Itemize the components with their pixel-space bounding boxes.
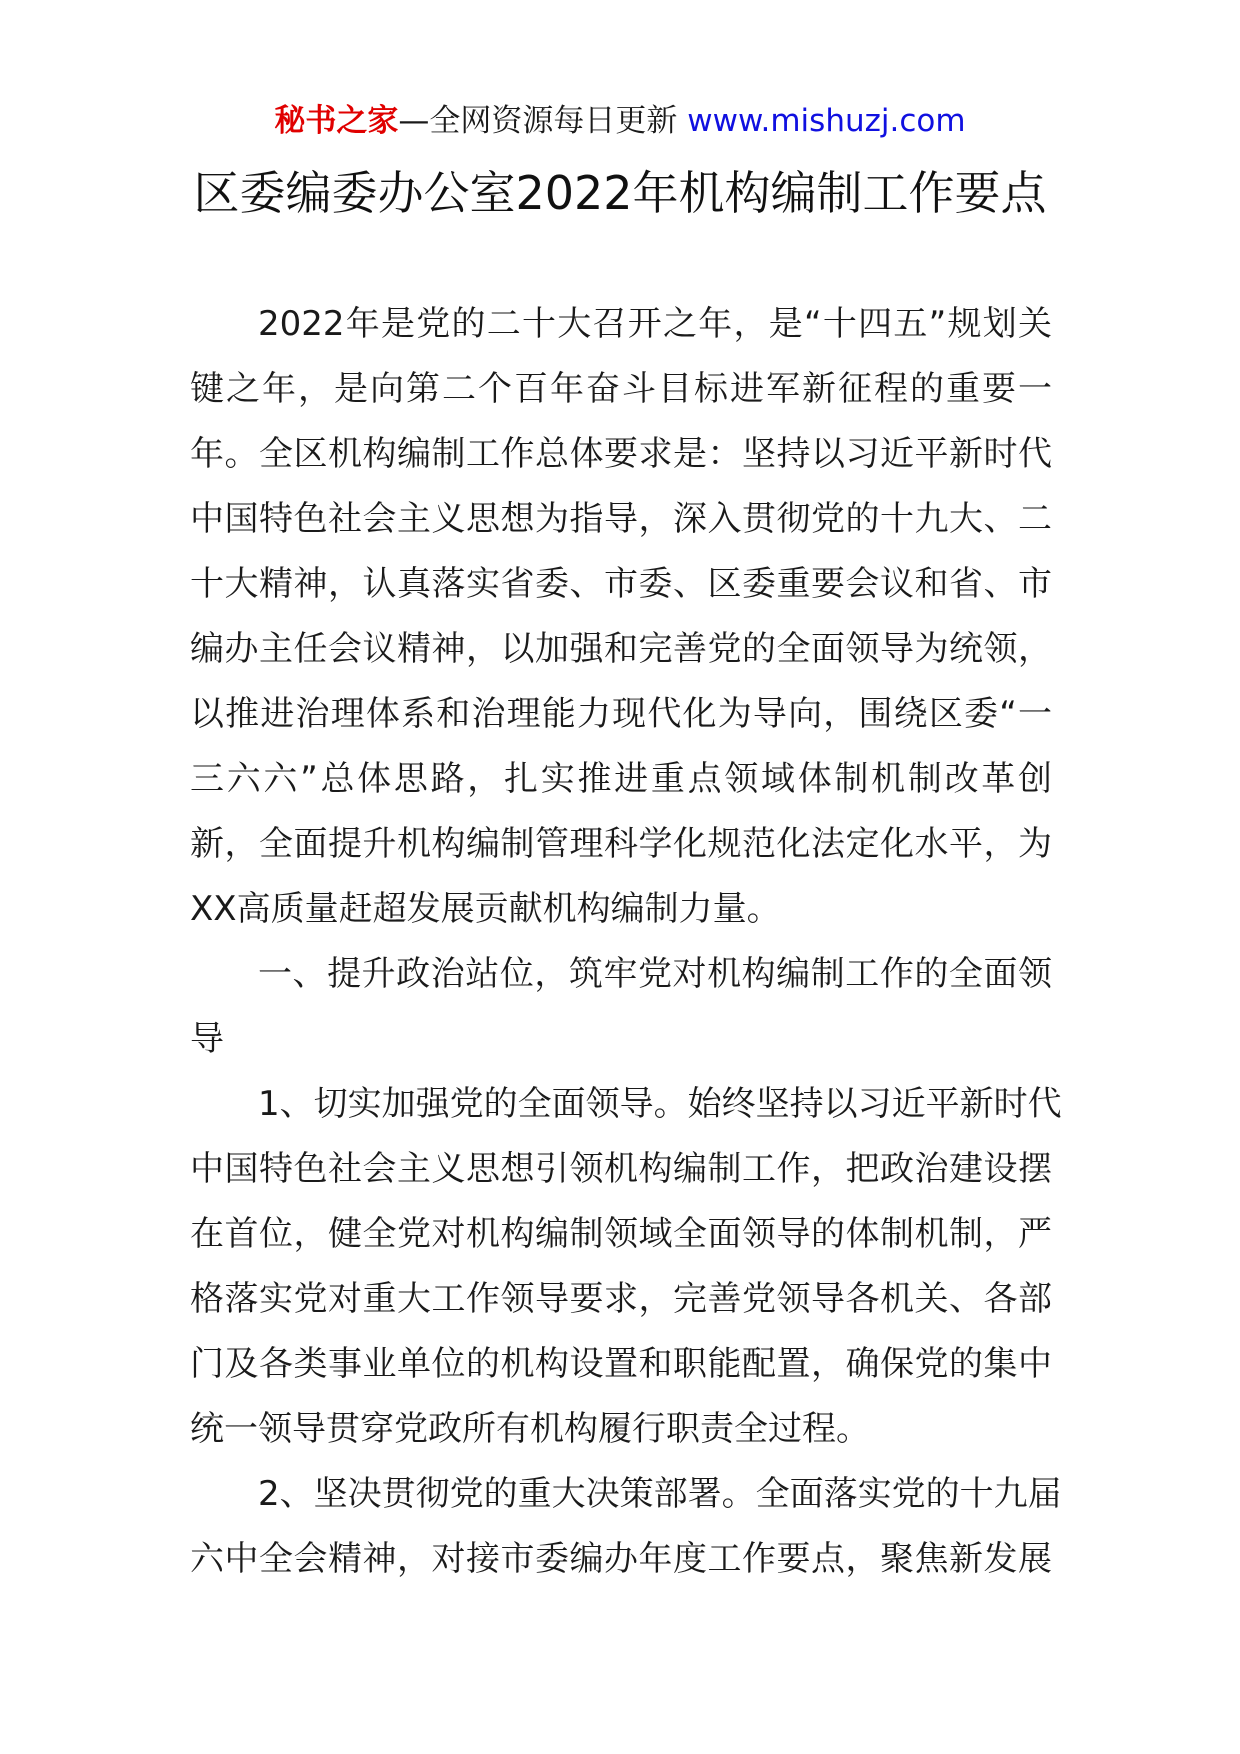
paragraph-line: 中国特色社会主义思想引领机构编制工作，把政治建设摆 bbox=[190, 1149, 1052, 1189]
paragraph-line: XX高质量赶超发展贡献机构编制力量。 bbox=[190, 889, 781, 929]
brand-name: 秘书之家 bbox=[274, 103, 399, 139]
paragraph-line: 2、坚决贯彻党的重大决策部署。全面落实党的十九届 bbox=[258, 1474, 1062, 1514]
header-slogan: —全网资源每日更新 bbox=[398, 103, 688, 139]
document-body bbox=[190, 292, 1062, 1592]
paragraph-line: 新，全面提升机构编制管理科学化规范化法定化水平，为 bbox=[190, 824, 1052, 864]
paragraph-line: 1、切实加强党的全面领导。始终坚持以习近平新时代 bbox=[258, 1084, 1062, 1124]
paragraph-line: 2022年是党的二十大召开之年，是“十四五”规划关 bbox=[258, 304, 1052, 344]
paragraph-line: 在首位，健全党对机构编制领域全面领导的体制机制，严 bbox=[190, 1214, 1052, 1254]
paragraph-line: 格落实党对重大工作领导要求，完善党领导各机关、各部 bbox=[190, 1279, 1052, 1319]
site-header bbox=[0, 98, 1240, 144]
paragraph-line: 三六六”总体思路，扎实推进重点领域体制机制改革创 bbox=[190, 759, 1052, 799]
header-url[interactable]: www.mishuzj.com bbox=[687, 103, 966, 139]
section-heading-line: 一、提升政治站位，筑牢党对机构编制工作的全面领 bbox=[258, 954, 1052, 994]
document-title: 区委编委办公室2022年机构编制工作要点 bbox=[193, 166, 1047, 220]
paragraph-line: 编办主任会议精神，以加强和完善党的全面领导为统领， bbox=[190, 629, 1052, 669]
paragraph-line: 十大精神，认真落实省委、市委、区委重要会议和省、市 bbox=[190, 564, 1052, 604]
section-heading-line: 导 bbox=[190, 1019, 224, 1059]
paragraph-line: 年。全区机构编制工作总体要求是：坚持以习近平新时代 bbox=[190, 434, 1052, 474]
paragraph-line: 门及各类事业单位的机构设置和职能配置，确保党的集中 bbox=[190, 1344, 1052, 1384]
paragraph-line: 中国特色社会主义思想为指导，深入贯彻党的十九大、二 bbox=[190, 499, 1052, 539]
paragraph-line: 统一领导贯穿党政所有机构履行职责全过程。 bbox=[190, 1409, 870, 1449]
paragraph-line: 六中全会精神，对接市委编办年度工作要点，聚焦新发展 bbox=[190, 1539, 1052, 1579]
paragraph-line: 以推进治理体系和治理能力现代化为导向，围绕区委“一 bbox=[190, 694, 1052, 734]
paragraph-line: 键之年，是向第二个百年奋斗目标进军新征程的重要一 bbox=[190, 369, 1052, 409]
